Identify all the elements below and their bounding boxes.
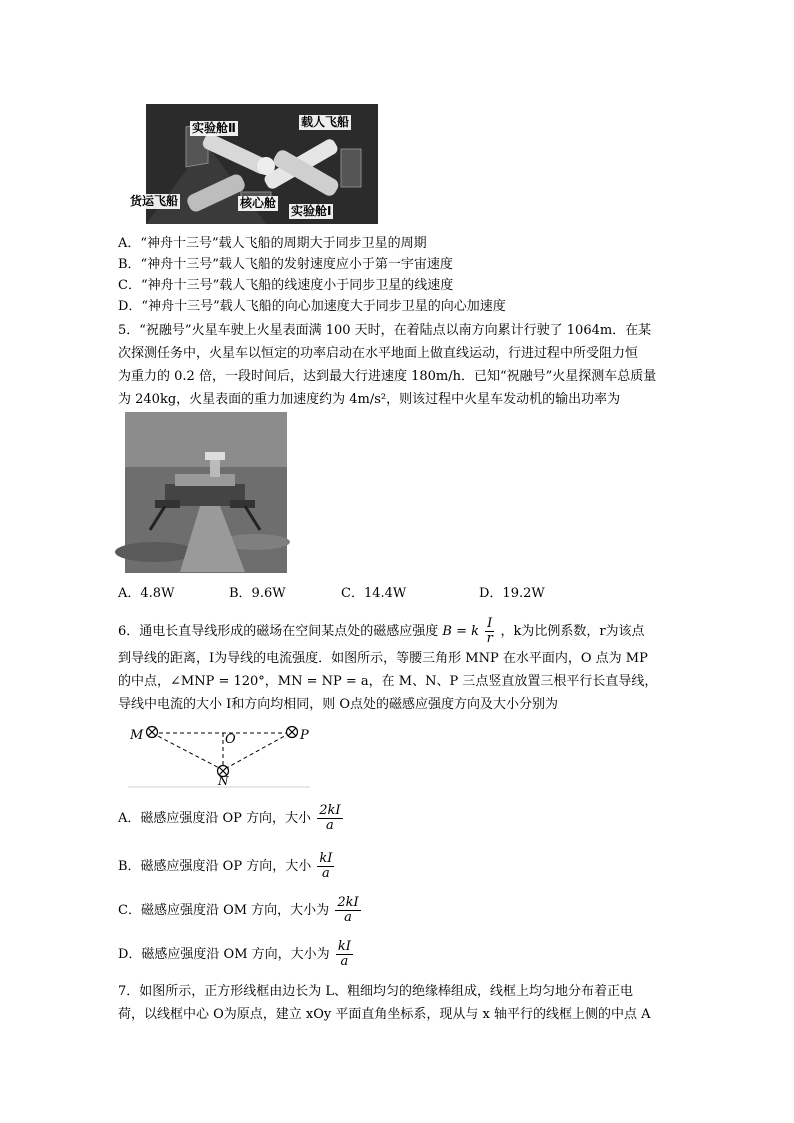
q6-option-d (118, 940, 355, 970)
q5-line-4: 为 240kg，火星表面的重力加速度约为 4m/s²，则该过程中火星车发动机的输出功率为 (118, 392, 621, 407)
q6-option-d-num: kI (337, 939, 351, 954)
label-m: M (130, 728, 144, 743)
q6-option-d-text: D．磁感应强度沿 OM 方向，大小为 (118, 947, 330, 962)
q5-option-a: A．4.8W (118, 586, 175, 601)
label-crew-ship: 载人飞船 (301, 115, 350, 129)
q7-line-1: 7．如图所示，正方形线框由边长为 L、粗细均匀的绝缘棒组成，线框上均匀地分布着正电 (118, 984, 634, 999)
q6-option-a-num: 2kI (319, 803, 341, 818)
q6-line-1 (118, 617, 645, 646)
q6-option-b-den: a (322, 866, 330, 881)
q6-option-d-fraction (336, 940, 353, 969)
mars-rover-illustration (125, 412, 287, 573)
q4-option-c: C．“神舟十三号”载人飞船的线速度小于同步卫星的线速度 (118, 278, 454, 293)
q6-formula-lhs: B = k (442, 624, 480, 639)
label-cargo-ship: 货运飞船 (130, 194, 179, 208)
label-lab-module-2: 实验舱Ⅱ (192, 121, 236, 135)
q6-option-c-den: a (344, 910, 352, 925)
label-n: N (218, 774, 229, 788)
q4-option-b: B．“神舟十三号”载人飞船的发射速度应小于第一宇宙速度 (118, 257, 453, 272)
q6-option-a-fraction (317, 804, 342, 833)
triangle-mnp-figure (128, 722, 310, 788)
mars-rover-figure (125, 412, 287, 573)
q6-line1-text: 6．通电长直导线形成的磁场在空间某点处的磁感应强度 (118, 624, 439, 639)
q6-option-a (118, 804, 345, 834)
q7-line-2: 荷，以线框中心 O为原点，建立 xOy 平面直角坐标系，现从与 x 轴平行的线框上侧的中点 A (118, 1007, 651, 1022)
q6-option-b (118, 852, 336, 882)
q6-option-b-text: B．磁感应强度沿 OP 方向，大小 (118, 859, 312, 874)
label-p: P (300, 728, 309, 743)
wire-p-icon (287, 727, 298, 738)
q6-option-c-num: 2kI (337, 895, 359, 910)
label-core-module: 核心舱 (240, 196, 277, 210)
q6-option-c-text: C．磁感应强度沿 OM 方向，大小为 (118, 903, 330, 918)
label-o: O (225, 732, 236, 747)
q6-option-b-num: kI (319, 851, 333, 866)
q5-option-d: D．19.2W (479, 586, 545, 601)
q6-formula-fraction (485, 617, 494, 646)
q5-option-c: C．14.4W (341, 586, 407, 601)
q5-line-2: 次探测任务中，火星车以恒定的功率启动在水平地面上做直线运动，行进过程中所受阻力恒 (118, 346, 639, 361)
q6-line-3: 的中点，∠MNP = 120°，MN = NP = a，在 M、N、P 三点竖直放置三根平行长直导线， (118, 674, 658, 689)
q5-line-3: 为重力的 0.2 倍，一段时间后，达到最大行进速度 180m/h．已知“祝融号”火星探测车总质量 (118, 369, 657, 384)
q6-option-b-fraction (317, 852, 334, 881)
q6-option-d-den: a (340, 954, 349, 969)
q6-frac-den: r (486, 631, 493, 646)
q4-option-a: A．“神舟十三号”载人飞船的周期大于同步卫星的周期 (118, 236, 427, 251)
label-lab-module-1: 实验舱Ⅰ (291, 204, 332, 218)
q6-line1-post: ，k为比例系数，r为该点 (500, 624, 645, 639)
q6-line-2: 到导线的距离，I为导线的电流强度．如图所示，等腰三角形 MNP 在水平面内，O 点为 MP (118, 651, 648, 666)
q6-option-a-den: a (325, 818, 334, 833)
q6-option-c (118, 896, 363, 926)
q6-line-4: 导线中电流的大小 I和方向均相同，则 O点处的磁感应强度方向及大小分别为 (118, 697, 559, 712)
q6-option-c-fraction (335, 896, 360, 925)
wire-m-icon (147, 727, 158, 738)
q5-line-1: 5．“祝融号”火星车驶上火星表面满 100 天时，在着陆点以南方向累计行驶了 1064m．在某 (118, 323, 652, 338)
space-station-figure (130, 104, 378, 224)
q6-option-a-text: A．磁感应强度沿 OP 方向，大小 (118, 811, 312, 826)
q5-option-b: B．9.6W (229, 586, 286, 601)
q4-option-d: D．“神舟十三号”载人飞船的向心加速度大于同步卫星的向心加速度 (118, 299, 506, 314)
q6-frac-num: I (487, 616, 493, 631)
